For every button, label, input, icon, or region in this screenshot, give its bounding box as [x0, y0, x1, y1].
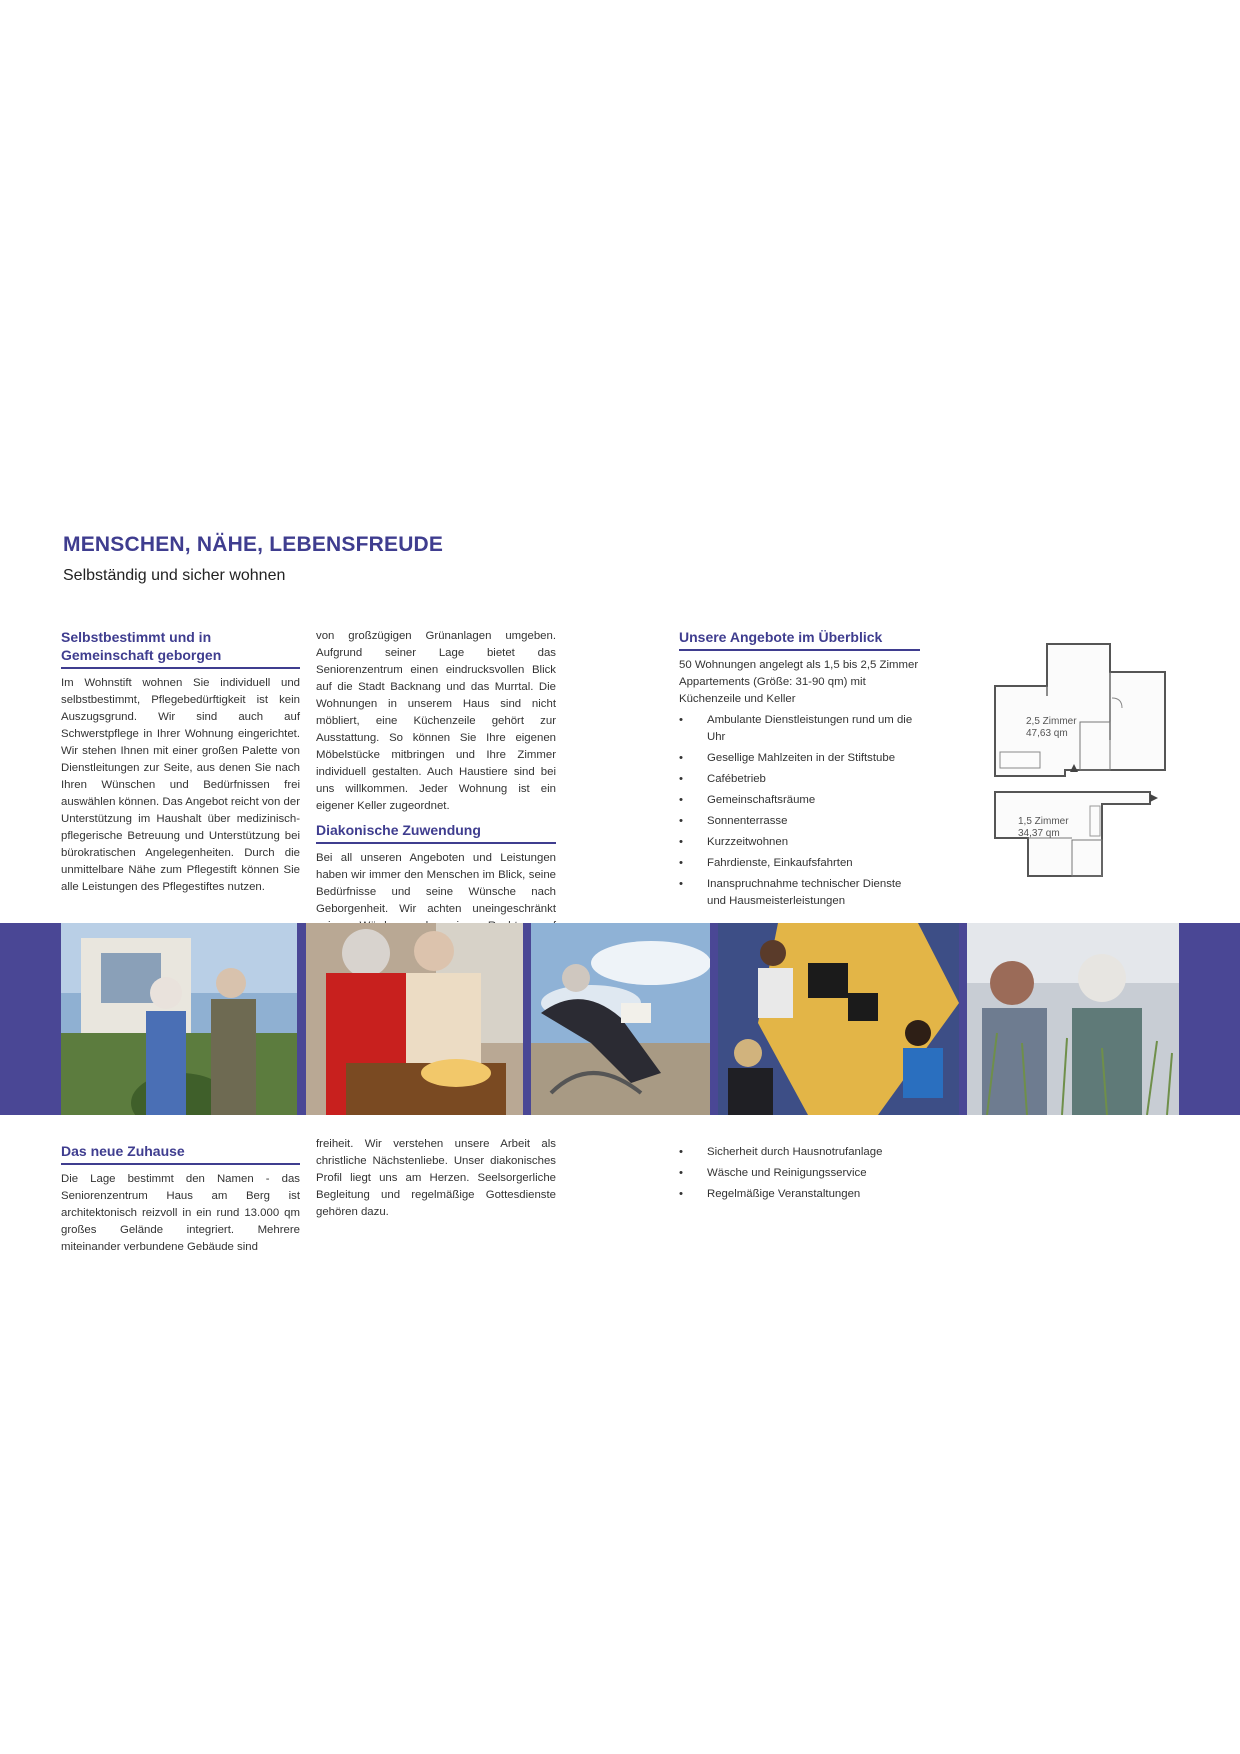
list-item: • Kurzzeitwohnen — [679, 834, 920, 851]
angebote-intro: 50 Wohnungen angelegt als 1,5 bis 2,5 Zimmer Appartements (Größe: 31-90 qm) mit Küchenzeile und Keller — [679, 659, 919, 705]
angebote-list-continued — [679, 1144, 920, 1203]
page-title: MENSCHEN, NÄHE, LEBENSFREUDE — [63, 533, 444, 556]
list-item: • Inanspruchnahme technischer Dienste und Hausmeisterleistungen — [679, 876, 920, 910]
section-text-continued: von großzügigen Grünanlagen umgeben. Aufgrund seiner Lage bietet das Seniorenzentrum einen eindrucksvollen Blick auf die Stadt Backnang und das Murrtal. Die Wohnungen in unserem Haus sind nicht möbliert, eine Küchenzeile gehört zur Ausstattung. So können Sie Ihre eigenen Möbelstücke mitbringen und Ihre Zimmer individuell gestalten. Auch Haustiere sind bei uns willkommen. Jeder Wohnung ist ein eigener Keller zugeordnet. — [316, 630, 556, 812]
section-heading-angebote: Unsere Angebote im Überblick — [679, 628, 920, 651]
section-heading-diakonische: Diakonische Zuwendung — [316, 821, 556, 844]
list-item: • Ambulante Dienstleistungen rund um die Uhr — [679, 712, 920, 746]
section-heading-selbstbestimmt: Selbstbestimmt und in Gemeinschaft geborgen — [61, 628, 300, 669]
photo-cooking — [306, 923, 523, 1115]
list-item: • Regelmäßige Veranstaltungen — [679, 1186, 920, 1203]
angebote-list — [679, 712, 920, 910]
section-heading-zuhause: Das neue Zuhause — [61, 1142, 300, 1165]
list-item: • Sicherheit durch Hausnotrufanlage — [679, 1144, 920, 1161]
photo-reading-terrace — [531, 923, 710, 1115]
column-3 — [679, 628, 920, 914]
section-text-freiheit: freiheit. Wir verstehen unsere Arbeit als christliche Nächstenliebe. Unser diakonisches Profil liegt uns am Herzen. Seelsorgerliche Begleitung und regelmäßige Gottesdienste gehören dazu. — [316, 1138, 556, 1218]
bottom-column-1 — [61, 1142, 300, 1256]
list-item: • Fahrdienste, Einkaufsfahrten — [679, 855, 920, 872]
list-item: • Sonnenterrasse — [679, 813, 920, 830]
page-subtitle: Selbständig und sicher wohnen — [63, 567, 286, 584]
floorplan-image — [990, 640, 1170, 890]
bottom-column-3 — [679, 1144, 920, 1207]
photo-office — [718, 923, 959, 1115]
list-item: • Wäsche und Reinigungsservice — [679, 1165, 920, 1182]
list-item: • Gesellige Mahlzeiten in der Stiftstube — [679, 750, 920, 767]
column-2 — [316, 628, 556, 952]
photo-couple-garden — [61, 923, 297, 1115]
column-1 — [61, 628, 300, 896]
bottom-column-2 — [316, 1136, 556, 1221]
floorplan-1-label: 2,5 Zimmer 47,63 qm — [1026, 716, 1077, 739]
list-item: • Cafébetrieb — [679, 771, 920, 788]
floorplan-2-label: 1,5 Zimmer 34,37 qm — [1018, 816, 1069, 839]
photo-lavender — [967, 923, 1179, 1115]
section-text-zuhause: Die Lage bestimmt den Namen - das Seniorenzentrum Haus am Berg ist architektonisch reizvoll in ein rund 13.000 qm großes Gelände integriert. Mehrere miteinander verbundene Gebäude sind — [61, 1173, 300, 1253]
section-text-diakonische: Bei all unseren Angeboten und Leistungen haben wir immer den Menschen im Blick, seine Bedürfnisse und seine Wünsche nach Geborgenheit. Wir achten uneingeschränkt — [316, 852, 556, 915]
section-text-selbstbestimmt: Im Wohnstift wohnen Sie individuell und selbstbestimmt, Pflegebedürftigkeit ist kein Auszugsgrund. Wir sind auch auf Schwerstpflege in Ihrer Wohnung eingerichtet. Wir stehen Ihnen mit einer großen Palette von Dienstleitungen zur Seite, aus denen Sie nach Ihren Wünschen und Bedürfnissen frei auswählen können. Das Angebot reicht von der Unterstützung im Haushalt über medizinisch-pflegerische Betreuung und Unterstützung bei bürokratischen Angelegenheiten. Durch die unmittelbare Nähe zum Pflegestift können Sie alle Leistungen des Pflegestiftes nutzen. — [61, 677, 300, 893]
floorplan-graphic — [990, 640, 1170, 890]
list-item: • Gemeinschaftsräume — [679, 792, 920, 809]
